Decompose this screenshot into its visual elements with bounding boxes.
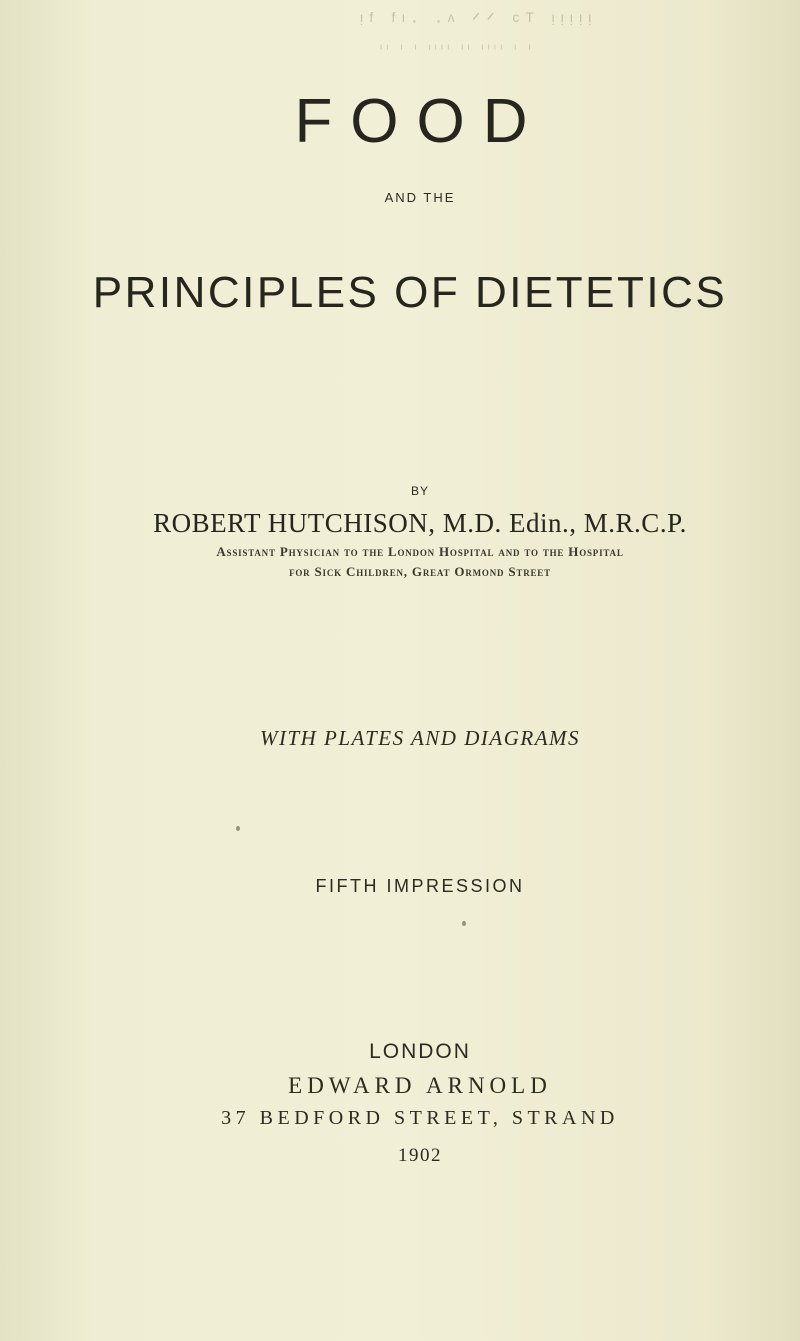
impression-note: FIFTH IMPRESSION (315, 876, 525, 896)
publisher-name: EDWARD ARNOLD (288, 1073, 552, 1098)
plates-note: WITH PLATES AND DIAGRAMS (259, 726, 581, 750)
author-name: ROBERT HUTCHISON, M.D. Edin., M.R.C.P. (153, 508, 687, 538)
author-affiliation-line-2: for Sick Children, Great Ormond Street (289, 564, 551, 579)
author-affiliation-line-1: Assistant Physician to the London Hospital and to the Hospital (216, 544, 624, 559)
publication-place: LONDON (369, 1040, 471, 1063)
publication-year: 1902 (398, 1145, 442, 1166)
paper-speck (462, 921, 466, 926)
paper-speck (236, 826, 240, 831)
title-connector: AND THE (384, 190, 456, 205)
book-subtitle: PRINCIPLES OF DIETETICS (92, 268, 728, 317)
book-title: FOOD (294, 87, 546, 156)
by-label: BY (410, 484, 429, 498)
show-through-text: ᵎᶠ ᶠᶦ· ·ᶺ ᐟᐟ ᶜᵀ ᵎᵎᵎᵎᵎ (360, 10, 598, 32)
show-through-text-2: ᶦᶦ ᶦ ᶦ ᶦᶦᶦᶦ ᶦᶦ ᶦᶦᶦᶦ ᶦ ᶦ (380, 40, 535, 56)
publisher-address: 37 BEDFORD STREET, STRAND (221, 1107, 619, 1129)
